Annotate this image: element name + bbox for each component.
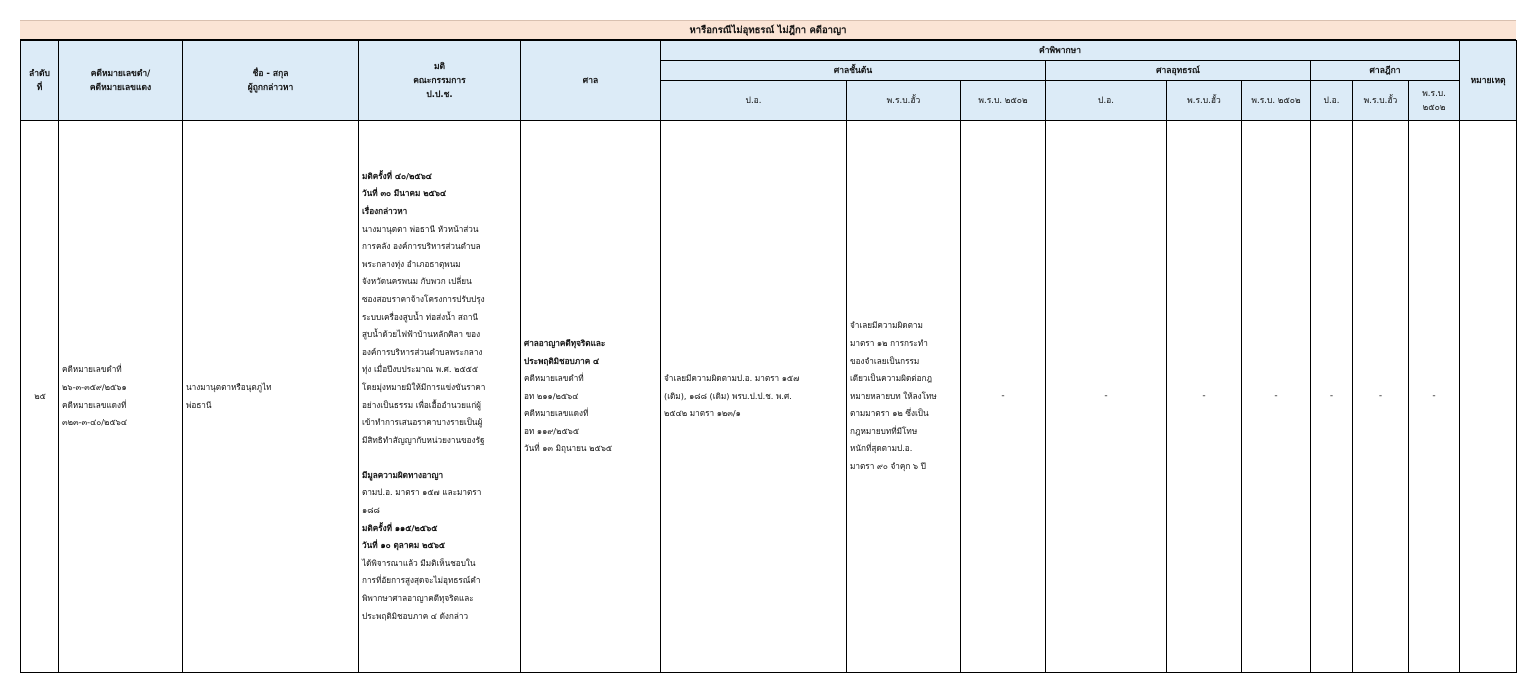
header-appeal-prb-2502: พ.ร.บ. ๒๕๐๒ [1242,81,1311,121]
cell-supreme-prb-fua: - [1353,121,1409,673]
header-first-court: ศาลชั้นต้น [661,61,1046,81]
header-supreme-court: ศาลฎีกา [1311,61,1460,81]
header-accused-name: ชื่อ - สกุล ผู้ถูกกล่าวหา [183,41,359,121]
header-supreme-prb-fua: พ.ร.บ.ฮั้ว [1353,81,1409,121]
cell-supreme-prb-2502: - [1409,121,1460,673]
header-appeal-po: ป.อ. [1046,81,1167,121]
header-first-prb-2502: พ.ร.บ. ๒๕๐๒ [961,81,1046,121]
header-appeal-prb-fua: พ.ร.บ.ฮั้ว [1167,81,1242,121]
header-resolution: มติ คณะกรรมการ ป.ป.ช. [359,41,521,121]
header-no: ลำดับ ที่ [21,41,59,121]
cell-remark [1460,121,1517,673]
header-court: ศาล [521,41,661,121]
header-supreme-prb-2502: พ.ร.บ. ๒๕๐๒ [1409,81,1460,121]
header-appeal-court: ศาลอุทธรณ์ [1046,61,1311,81]
cell-resolution: มติครั้งที่ ๔๐/๒๕๖๔ วันที่ ๓๐ มีนาคม ๒๕๖๔ เรื่องกล่าวหา นางมานุตตา พ่อธานี หัวหน้าส่วน การคลัง องค์การบริหารส่วนตำบล พระกลางทุ่ง อำเภอธาตุพนม จังหวัดนครพนม กับพวก เปลี่ยน ซองสอบราคาจ้างโครงการปรับปรุง ระบบเครื่องสูบน้ำ ท่อส่งน้ำ สถานี สูบน้ำด้วยไฟฟ้าบ้านหลักศิลา ของ องค์การบริหารส่วนตำบลพระกลาง ทุ่ง เมื่อปีงบประมาณ พ.ศ. ๒๕๕๕ โดยมุ่งหมายมิให้มีการแข่งขันราคา อย่างเป็นธรรม เพื่อเอื้ออำนวยแก่ผู้ เข้าทำการเสนอราคาบางรายเป็นผู้ มีสิทธิทำสัญญากับหน่วยงานของรัฐ มีมูลความผิดทางอาญา ตามป.อ. มาตรา ๑๕๗ และมาตรา ๑๘๘ มติครั้งที่ ๑๑๕/๒๕๖๕ วันที่ ๑๐ ตุลาคม ๒๕๖๕ ได้พิจารณาแล้ว มีมติเห็นชอบใน การที่อัยการสูงสุดจะไม่อุทธรณ์คำ พิพากษาศาลอาญาคดีทุจริตและ ประพฤติมิชอบภาค ๔ ดังกล่าว [359,121,521,673]
cell-first-prb-fua: จำเลยมีความผิดตาม มาตรา ๑๒ การกระทำ ของจำเลยเป็นกรรม เดียวเป็นความผิดต่อกฎ หมายหลายบท ให้ลงโทษ ตามมาตรา ๑๒ ซึ่งเป็น กฎหมายบทที่มีโทษ หนักที่สุดตามป.อ. มาตรา ๙๐ จำคุก ๖ ปี [847,121,961,673]
cell-appeal-prb-fua: - [1167,121,1242,673]
case-table [20,40,1517,673]
header-judgment: คำพิพากษา [661,41,1460,61]
cell-first-po: จำเลยมีความผิดตามป.อ. มาตรา ๑๕๗ (เดิม), ๑๘๘ (เดิม) พรบ.ป.ป.ช. พ.ศ. ๒๕๔๒ มาตรา ๑๒๓/๑ [661,121,847,673]
header-remark: หมายเหตุ [1460,41,1517,121]
sheet-title: หารือกรณีไม่อุทธรณ์ ไม่ฎีกา คดีอาญา [20,20,1516,40]
header-case-number: คดีหมายเลขดำ/ คดีหมายเลขแดง [59,41,183,121]
cell-no: ๒๕ [21,121,59,673]
cell-appeal-po: - [1046,121,1167,673]
case-sheet [20,20,1516,672]
cell-supreme-po: - [1311,121,1353,673]
cell-case-number: คดีหมายเลขดำที่ ๒๖-๓-๓๕๙/๒๕๖๑ คดีหมายเลขแดงที่ ๓๒๓-๓-๔๐/๒๕๖๔ [59,121,183,673]
cell-appeal-prb-2502: - [1242,121,1311,673]
cell-accused-name: นางมานุตตาหรือนุตภูไท พ่อธานี [183,121,359,673]
header-first-po: ป.อ. [661,81,847,121]
header-supreme-po: ป.อ. [1311,81,1353,121]
cell-court: ศาลอาญาคดีทุจริตและ ประพฤติมิชอบภาค ๔ คดีหมายเลขดำที่ อท ๒๑๑/๒๕๖๔ คดีหมายเลขแดงที่ อท ๑๑๙/๒๕๖๕ วันที่ ๑๓ มิถุนายน ๒๕๖๕ [521,121,661,673]
cell-first-prb-2502: - [961,121,1046,673]
header-first-prb-fua: พ.ร.บ.ฮั้ว [847,81,961,121]
